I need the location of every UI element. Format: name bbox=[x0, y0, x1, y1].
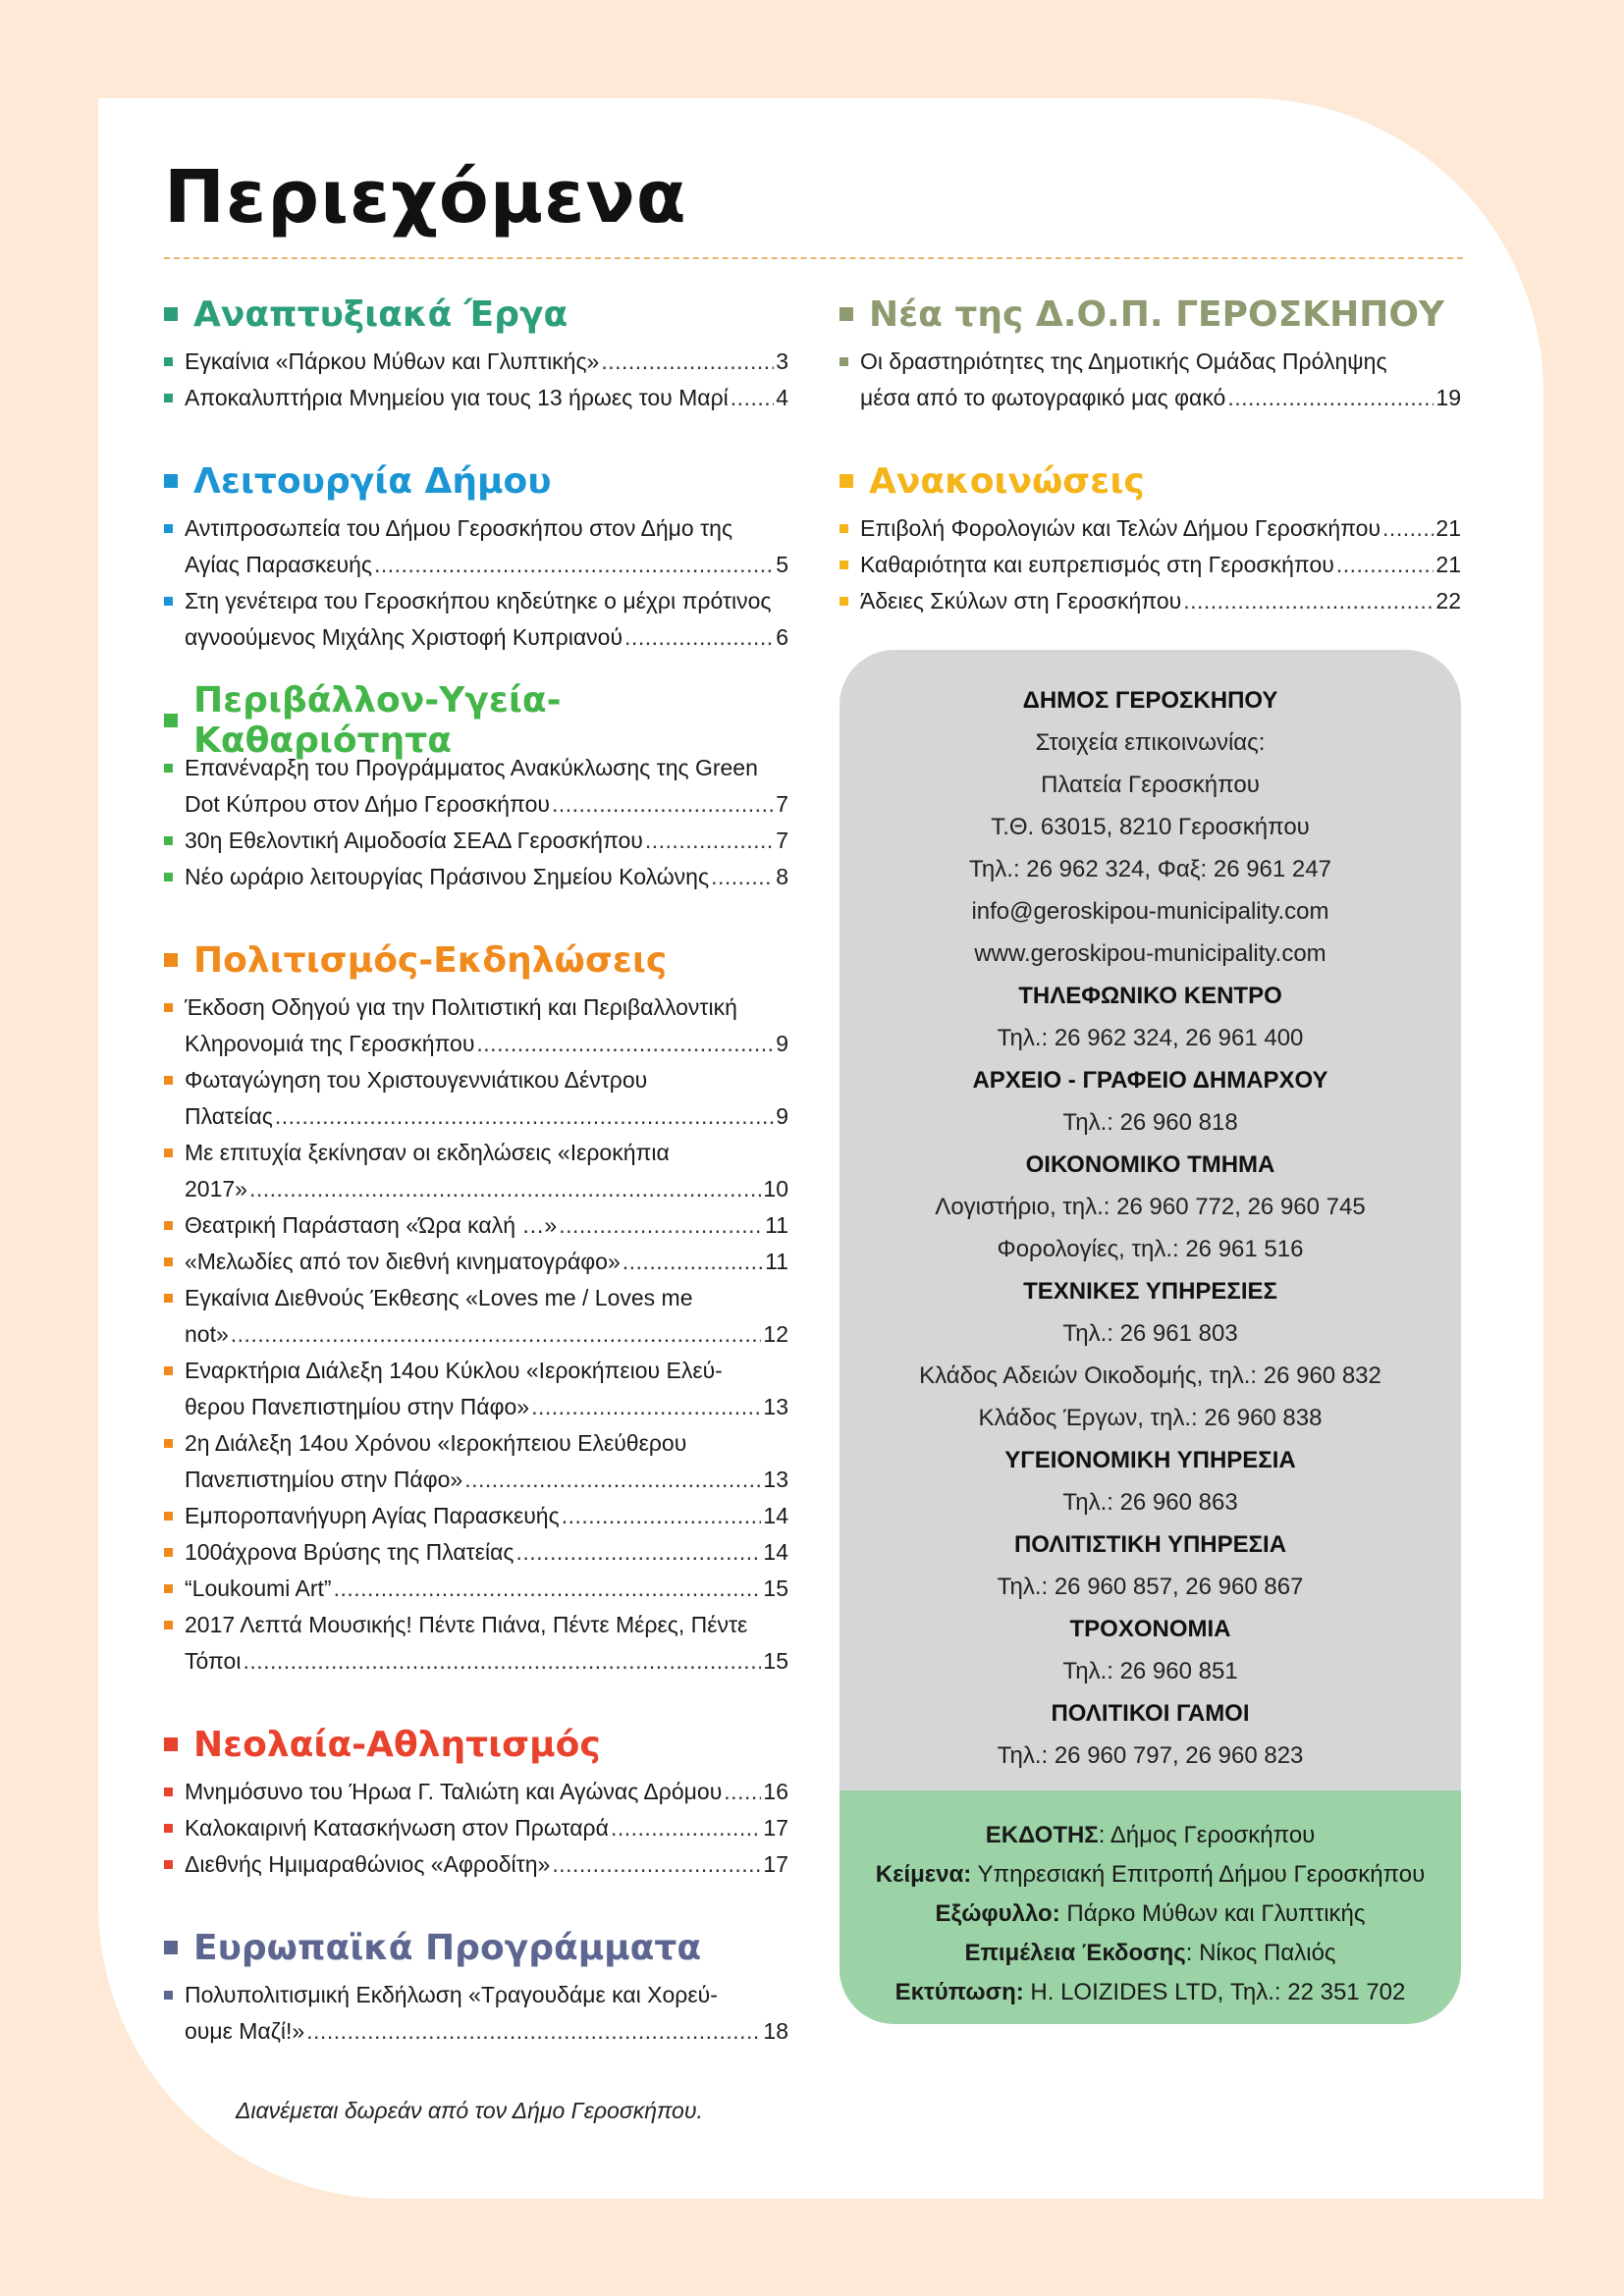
section-title: Ευρωπαϊκά Προγράμματα bbox=[193, 1927, 702, 1968]
entry-square-bullet-icon bbox=[164, 1366, 173, 1375]
section-title: Αναπτυξιακά Έργα bbox=[193, 294, 568, 335]
toc-entry[interactable] bbox=[164, 1810, 788, 1846]
entry-title-line: Φωταγώγηση του Χριστουγεννιάτικου Δέντρου bbox=[185, 1067, 648, 1093]
toc-section bbox=[164, 680, 788, 895]
entry-title-line: 2017 Λεπτά Μουσικής! Πέντε Πιάνα, Πέντε Μέρες, Πέντε bbox=[185, 1612, 748, 1637]
entry-last-line bbox=[185, 859, 788, 895]
toc-entry[interactable] bbox=[164, 859, 788, 895]
toc-entry[interactable] bbox=[164, 1353, 788, 1425]
entry-page-number: 16 bbox=[763, 1779, 788, 1804]
contact-heading: ΠΟΛΙΤΙΣΤΙΚΗ ΥΠΗΡΕΣΙΑ bbox=[1013, 1531, 1287, 1558]
section-square-bullet-icon bbox=[164, 474, 178, 488]
section-heading bbox=[164, 285, 788, 344]
entry-body bbox=[185, 1244, 788, 1280]
section-heading bbox=[839, 285, 1461, 344]
entry-title: Επιβολή Φορολογιών και Τελών Δήμου Γεροσκήπου bbox=[860, 515, 1381, 541]
entry-title-line: Αντιπροσωπεία του Δήμου Γεροσκήπου στον Δήμο της bbox=[185, 515, 733, 541]
entry-title-line: Έκδοση Οδηγού για την Πολιτιστική και Περιβαλλοντική bbox=[185, 994, 737, 1020]
toc-entry[interactable] bbox=[839, 547, 1461, 583]
publisher-separator: : bbox=[1098, 1822, 1106, 1848]
entry-page-number: 14 bbox=[763, 1539, 788, 1565]
entry-page-number: 19 bbox=[1435, 385, 1461, 410]
contact-heading: ΥΓΕΙΟΝΟΜΙΚΗ ΥΠΗΡΕΣΙΑ bbox=[1004, 1447, 1296, 1473]
entry-square-bullet-icon bbox=[164, 1076, 173, 1085]
contact-heading: ΔΗΜΟΣ ΓΕΡΟΣΚΗΠΟΥ bbox=[1022, 687, 1278, 714]
contact-heading: ΤΕΧΝΙΚΕΣ ΥΠΗΡΕΣΙΕΣ bbox=[1023, 1278, 1277, 1305]
dot-leader bbox=[552, 786, 774, 823]
entry-last-line bbox=[860, 547, 1461, 583]
entry-body bbox=[185, 510, 788, 583]
publisher-value: Πάρκο Μύθων και Γλυπτικής bbox=[1059, 1900, 1366, 1927]
dot-leader bbox=[516, 1534, 762, 1571]
entry-body bbox=[185, 1810, 788, 1846]
entry-page-number: 21 bbox=[1435, 552, 1461, 577]
publisher-label: Εξώφυλλο: bbox=[935, 1900, 1060, 1927]
section-square-bullet-icon bbox=[839, 474, 853, 488]
publisher-value: Υπηρεσιακή Επιτροπή Δήμου Γεροσκήπου bbox=[971, 1861, 1426, 1888]
toc-section bbox=[839, 285, 1461, 416]
contact-line: Τηλ.: 26 960 857, 26 960 867 bbox=[997, 1574, 1304, 1600]
dot-leader bbox=[275, 1098, 774, 1135]
entry-last-line bbox=[185, 1389, 788, 1425]
contact-line: Τ.Θ. 63015, 8210 Γεροσκήπου bbox=[991, 814, 1310, 840]
entry-body bbox=[185, 1135, 788, 1207]
contact-line: Τηλ.: 26 960 797, 26 960 823 bbox=[997, 1742, 1304, 1769]
contact-box bbox=[839, 650, 1461, 2024]
entry-body bbox=[185, 380, 788, 416]
entry-title: Καθαριότητα και ευπρεπισμός στη Γεροσκήπου bbox=[860, 552, 1334, 577]
entry-body bbox=[185, 1846, 788, 1883]
entry-square-bullet-icon bbox=[164, 1824, 173, 1833]
entry-body bbox=[185, 1977, 788, 2050]
toc-left-column bbox=[164, 285, 788, 2085]
dot-leader bbox=[306, 2013, 761, 2050]
section-heading bbox=[164, 680, 788, 761]
entry-title-line: Οι δραστηριότητες της Δημοτικής Ομάδας Πρόληψης bbox=[860, 348, 1387, 374]
dot-leader bbox=[374, 547, 774, 583]
entry-square-bullet-icon bbox=[164, 1584, 173, 1593]
entry-body bbox=[185, 1280, 788, 1353]
toc-section bbox=[164, 1918, 788, 2050]
section-square-bullet-icon bbox=[164, 953, 178, 967]
toc-entry[interactable] bbox=[164, 1534, 788, 1571]
entry-square-bullet-icon bbox=[839, 524, 848, 533]
entry-page-number: 9 bbox=[776, 1031, 788, 1056]
dot-leader bbox=[711, 859, 774, 895]
entry-title: Τόποι bbox=[185, 1648, 242, 1674]
entry-square-bullet-icon bbox=[164, 1860, 173, 1869]
entry-page-number: 17 bbox=[763, 1815, 788, 1841]
dot-leader bbox=[624, 619, 774, 656]
entry-page-number: 8 bbox=[776, 864, 788, 889]
dot-leader bbox=[724, 1774, 761, 1810]
contact-line: www.geroskipou-municipality.com bbox=[974, 940, 1326, 967]
toc-entry[interactable] bbox=[164, 1846, 788, 1883]
entry-body bbox=[860, 547, 1461, 583]
entry-last-line bbox=[185, 1498, 788, 1534]
entry-page-number: 13 bbox=[763, 1467, 788, 1492]
entry-body bbox=[185, 750, 788, 823]
publisher-line bbox=[839, 1973, 1461, 2012]
entry-title: Πανεπιστημίου στην Πάφο» bbox=[185, 1467, 463, 1492]
entry-last-line bbox=[185, 1207, 788, 1244]
publisher-label: Επιμέλεια Έκδοσης bbox=[964, 1940, 1186, 1966]
toc-entry[interactable] bbox=[164, 1977, 788, 2050]
entry-page-number: 11 bbox=[765, 1249, 788, 1274]
dot-leader bbox=[231, 1316, 762, 1353]
section-title: Πολιτισμός-Εκδηλώσεις bbox=[193, 939, 668, 981]
entry-page-number: 4 bbox=[776, 385, 788, 410]
entry-square-bullet-icon bbox=[164, 1003, 173, 1012]
entry-body bbox=[185, 1207, 788, 1244]
toc-entry[interactable] bbox=[164, 380, 788, 416]
entry-last-line bbox=[860, 510, 1461, 547]
entry-page-number: 9 bbox=[776, 1103, 788, 1129]
entry-body bbox=[185, 1774, 788, 1810]
dot-leader bbox=[731, 380, 774, 416]
toc-entry[interactable] bbox=[164, 344, 788, 380]
entry-last-line bbox=[185, 1846, 788, 1883]
entry-title: Καλοκαιρινή Κατασκήνωση στον Πρωταρά bbox=[185, 1815, 609, 1841]
toc-entry[interactable] bbox=[164, 1607, 788, 1680]
section-title: Νεολαία-Αθλητισμός bbox=[193, 1724, 601, 1765]
toc-entry[interactable] bbox=[164, 1425, 788, 1498]
entry-title: not» bbox=[185, 1321, 229, 1347]
entry-page-number: 18 bbox=[763, 2018, 788, 2044]
dot-leader bbox=[601, 344, 774, 380]
entry-page-number: 15 bbox=[763, 1648, 788, 1674]
entry-title-line: Εγκαίνια Διεθνούς Έκθεσης «Loves me / Loves me bbox=[185, 1285, 693, 1310]
entry-title: Άδειες Σκύλων στη Γεροσκήπου bbox=[860, 588, 1182, 614]
entry-last-line bbox=[185, 380, 788, 416]
entry-title: Πλατείας bbox=[185, 1103, 273, 1129]
entry-square-bullet-icon bbox=[164, 357, 173, 366]
contact-line: Κλάδος Έργων, τηλ.: 26 960 838 bbox=[978, 1405, 1323, 1431]
entry-square-bullet-icon bbox=[164, 1148, 173, 1157]
entry-title: ουμε Μαζί!» bbox=[185, 2018, 305, 2044]
entry-body bbox=[185, 1534, 788, 1571]
section-square-bullet-icon bbox=[164, 714, 178, 727]
contact-line: info@geroskipou-municipality.com bbox=[971, 898, 1329, 925]
toc-section bbox=[164, 285, 788, 416]
contact-line: Τηλ.: 26 962 324, Φαξ: 26 961 247 bbox=[969, 856, 1331, 882]
contact-heading: ΠΟΛΙΤΙΚΟΙ ΓΑΜΟΙ bbox=[1051, 1700, 1250, 1727]
entry-square-bullet-icon bbox=[839, 561, 848, 569]
entry-last-line bbox=[185, 1810, 788, 1846]
dot-leader bbox=[476, 1026, 774, 1062]
contact-line: Τηλ.: 26 961 803 bbox=[1062, 1320, 1238, 1347]
entry-title: 2017» bbox=[185, 1176, 247, 1201]
entry-square-bullet-icon bbox=[164, 836, 173, 845]
entry-body bbox=[860, 344, 1461, 416]
entry-square-bullet-icon bbox=[164, 1788, 173, 1796]
entry-body bbox=[185, 344, 788, 380]
contact-line: Τηλ.: 26 960 863 bbox=[1062, 1489, 1238, 1516]
entry-title: Θεατρική Παράσταση «Ώρα καλή …» bbox=[185, 1212, 558, 1238]
entry-square-bullet-icon bbox=[164, 1439, 173, 1448]
entry-page-number: 7 bbox=[776, 791, 788, 817]
section-heading bbox=[164, 1715, 788, 1774]
entry-last-line bbox=[185, 1171, 788, 1207]
entry-square-bullet-icon bbox=[839, 357, 848, 366]
dot-leader bbox=[1227, 380, 1434, 416]
publisher-line bbox=[839, 1934, 1461, 1973]
entry-title: Μνημόσυνο του Ήρωα Γ. Ταλιώτη και Αγώνας Δρόμου bbox=[185, 1779, 723, 1804]
section-square-bullet-icon bbox=[164, 307, 178, 321]
entry-body bbox=[185, 1498, 788, 1534]
entry-title: μέσα από το φωτογραφικό μας φακό bbox=[860, 385, 1226, 410]
dot-leader bbox=[243, 1643, 761, 1680]
contact-heading: ΟΙΚΟΝΟΜΙΚΟ ΤΜΗΜΑ bbox=[1025, 1151, 1275, 1178]
entry-last-line bbox=[185, 1571, 788, 1607]
entry-body bbox=[860, 583, 1461, 619]
entry-square-bullet-icon bbox=[164, 1512, 173, 1521]
dot-leader bbox=[334, 1571, 762, 1607]
entry-last-line bbox=[185, 1643, 788, 1680]
toc-section bbox=[839, 452, 1461, 619]
entry-title: 100άχρονα Βρύσης της Πλατείας bbox=[185, 1539, 514, 1565]
section-title: Λειτουργία Δήμου bbox=[193, 460, 552, 502]
entry-title: 30η Εθελοντική Αιμοδοσία ΣΕΑΔ Γεροσκήπου bbox=[185, 828, 643, 853]
publisher-label: Εκτύπωση: bbox=[894, 1979, 1024, 2005]
entry-title: Αγίας Παρασκευής bbox=[185, 552, 372, 577]
entry-page-number: 5 bbox=[776, 552, 788, 577]
dot-leader bbox=[623, 1244, 763, 1280]
entry-last-line bbox=[185, 1774, 788, 1810]
section-title: Περιβάλλον-Υγεία-Καθαριότητα bbox=[193, 680, 562, 761]
toc-entry[interactable] bbox=[164, 583, 788, 656]
entry-title: Αποκαλυπτήρια Μνημείου για τους 13 ήρωες του Μαρί bbox=[185, 385, 729, 410]
entry-last-line bbox=[185, 1244, 788, 1280]
section-heading bbox=[164, 1918, 788, 1977]
toc-entry[interactable] bbox=[839, 344, 1461, 416]
entry-square-bullet-icon bbox=[164, 524, 173, 533]
section-square-bullet-icon bbox=[164, 1737, 178, 1751]
publisher-box bbox=[839, 1790, 1461, 2024]
entry-last-line bbox=[185, 1534, 788, 1571]
toc-entry[interactable] bbox=[164, 823, 788, 859]
publisher-line bbox=[839, 1855, 1461, 1895]
contact-line: Στοιχεία επικοινωνίας: bbox=[1035, 729, 1266, 756]
title-divider bbox=[164, 257, 1463, 259]
entry-title-line: Στη γενέτειρα του Γεροσκήπου κηδεύτηκε ο μέχρι πρότινος bbox=[185, 588, 772, 614]
section-heading bbox=[839, 452, 1461, 510]
entry-title: Νέο ωράριο λειτουργίας Πράσινου Σημείου Κολώνης bbox=[185, 864, 710, 889]
toc-section bbox=[164, 931, 788, 1680]
toc-entry[interactable] bbox=[164, 1571, 788, 1607]
toc-entry[interactable] bbox=[164, 1062, 788, 1135]
entry-square-bullet-icon bbox=[164, 764, 173, 773]
contact-heading: ΑΡΧΕΙΟ - ΓΡΑΦΕΙΟ ΔΗΜΑΡΧΟΥ bbox=[972, 1067, 1328, 1094]
publisher-value: Νίκος Παλιός bbox=[1192, 1940, 1336, 1966]
toc-entry[interactable] bbox=[164, 1280, 788, 1353]
entry-page-number: 14 bbox=[763, 1503, 788, 1528]
entry-page-number: 22 bbox=[1435, 588, 1461, 614]
entry-page-number: 13 bbox=[763, 1394, 788, 1419]
entry-page-number: 11 bbox=[765, 1212, 788, 1238]
entry-last-line bbox=[185, 1462, 788, 1498]
entry-page-number: 15 bbox=[763, 1575, 788, 1601]
toc-entry[interactable] bbox=[164, 510, 788, 583]
toc-entry[interactable] bbox=[164, 989, 788, 1062]
dot-leader bbox=[552, 1846, 761, 1883]
publisher-value: Δήμος Γεροσκήπου bbox=[1105, 1822, 1316, 1848]
publisher-separator: : bbox=[1185, 1940, 1193, 1966]
entry-body bbox=[185, 823, 788, 859]
toc-entry[interactable] bbox=[839, 583, 1461, 619]
publisher-line bbox=[839, 1816, 1461, 1855]
publisher-line bbox=[839, 1895, 1461, 1934]
contact-line: Πλατεία Γεροσκήπου bbox=[1041, 772, 1260, 798]
toc-entry[interactable] bbox=[164, 1207, 788, 1244]
entry-title-line: Πολυπολιτισμική Εκδήλωση «Τραγουδάμε και Χορεύ- bbox=[185, 1982, 718, 2007]
entry-title: αγνοούμενος Μιχάλης Χριστοφή Κυπριανού bbox=[185, 624, 623, 650]
entry-square-bullet-icon bbox=[164, 873, 173, 881]
entry-page-number: 3 bbox=[776, 348, 788, 374]
entry-title: Κληρονομιά της Γεροσκήπου bbox=[185, 1031, 475, 1056]
contact-list bbox=[839, 650, 1461, 1777]
entry-last-line bbox=[185, 619, 788, 656]
entry-page-number: 17 bbox=[763, 1851, 788, 1877]
contact-line: Φορολογίες, τηλ.: 26 961 516 bbox=[997, 1236, 1304, 1262]
entry-title: θερου Πανεπιστημίου στην Πάφο» bbox=[185, 1394, 530, 1419]
dot-leader bbox=[645, 823, 774, 859]
entry-body bbox=[185, 1571, 788, 1607]
toc-section bbox=[164, 452, 788, 656]
entry-square-bullet-icon bbox=[164, 1621, 173, 1629]
entry-body bbox=[860, 510, 1461, 547]
dot-leader bbox=[249, 1171, 761, 1207]
entry-title-line: Με επιτυχία ξεκίνησαν οι εκδηλώσεις «Ιεροκήπια bbox=[185, 1140, 670, 1165]
entry-last-line bbox=[185, 2013, 788, 2050]
section-title: Νέα της Δ.Ο.Π. ΓΕΡΟΣΚΗΠΟΥ bbox=[869, 294, 1445, 335]
contact-line: Κλάδος Αδειών Οικοδομής, τηλ.: 26 960 832 bbox=[919, 1362, 1381, 1389]
entry-page-number: 6 bbox=[776, 624, 788, 650]
toc-section bbox=[164, 1715, 788, 1883]
section-square-bullet-icon bbox=[839, 307, 853, 321]
entry-body bbox=[185, 989, 788, 1062]
dot-leader bbox=[559, 1207, 763, 1244]
dot-leader bbox=[464, 1462, 761, 1498]
toc-right-column bbox=[839, 285, 1461, 655]
contact-line: Τηλ.: 26 960 851 bbox=[1062, 1658, 1238, 1684]
contact-line: Τηλ.: 26 960 818 bbox=[1062, 1109, 1238, 1136]
entry-body bbox=[185, 583, 788, 656]
entry-body bbox=[185, 1425, 788, 1498]
footer-note: Διανέμεται δωρεάν από τον Δήμο Γεροσκήπου. bbox=[236, 2098, 703, 2123]
entry-last-line bbox=[185, 547, 788, 583]
entry-last-line bbox=[185, 823, 788, 859]
dot-leader bbox=[1382, 510, 1434, 547]
entry-page-number: 10 bbox=[763, 1176, 788, 1201]
entry-square-bullet-icon bbox=[164, 1991, 173, 2000]
entry-square-bullet-icon bbox=[164, 1548, 173, 1557]
entry-body bbox=[185, 1353, 788, 1425]
entry-title: “Loukoumi Art” bbox=[185, 1575, 332, 1601]
entry-title-line: Εναρκτήρια Διάλεξη 14ου Κύκλου «Ιεροκήπειου Ελεύ- bbox=[185, 1358, 723, 1383]
entry-square-bullet-icon bbox=[164, 394, 173, 402]
publisher-label: Κείμενα: bbox=[875, 1861, 972, 1888]
entry-body bbox=[185, 859, 788, 895]
entry-title-line: 2η Διάλεξη 14ου Χρόνου «Ιεροκήπειου Ελεύθερου bbox=[185, 1430, 687, 1456]
entry-page-number: 7 bbox=[776, 828, 788, 853]
dot-leader bbox=[611, 1810, 761, 1846]
toc-entry[interactable] bbox=[164, 1244, 788, 1280]
toc-entry[interactable] bbox=[164, 1774, 788, 1810]
dot-leader bbox=[562, 1498, 762, 1534]
page-title: Περιεχόμενα bbox=[164, 155, 687, 240]
dot-leader bbox=[1336, 547, 1435, 583]
section-title: Ανακοινώσεις bbox=[869, 460, 1145, 502]
entry-last-line bbox=[185, 1026, 788, 1062]
entry-body bbox=[185, 1607, 788, 1680]
entry-square-bullet-icon bbox=[164, 1221, 173, 1230]
toc-entry[interactable] bbox=[164, 1135, 788, 1207]
section-square-bullet-icon bbox=[164, 1941, 178, 1954]
entry-last-line bbox=[185, 1098, 788, 1135]
entry-title: Εμποροπανήγυρη Αγίας Παρασκευής bbox=[185, 1503, 560, 1528]
entry-title: Διεθνής Ημιμαραθώνιος «Αφροδίτη» bbox=[185, 1851, 551, 1877]
entry-last-line bbox=[185, 344, 788, 380]
section-heading bbox=[164, 931, 788, 989]
entry-last-line bbox=[860, 380, 1461, 416]
entry-title: «Μελωδίες από τον διεθνή κινηματογράφο» bbox=[185, 1249, 621, 1274]
publisher-label: ΕΚΔΟΤΗΣ bbox=[985, 1822, 1099, 1848]
toc-entry[interactable] bbox=[839, 510, 1461, 547]
entry-square-bullet-icon bbox=[164, 1257, 173, 1266]
entry-title: Εγκαίνια «Πάρκου Μύθων και Γλυπτικής» bbox=[185, 348, 600, 374]
dot-leader bbox=[1183, 583, 1434, 619]
toc-entry[interactable] bbox=[164, 750, 788, 823]
entry-square-bullet-icon bbox=[164, 1294, 173, 1303]
entry-page-number: 21 bbox=[1435, 515, 1461, 541]
toc-entry[interactable] bbox=[164, 1498, 788, 1534]
entry-last-line bbox=[185, 1316, 788, 1353]
entry-last-line bbox=[185, 786, 788, 823]
entry-title: Dot Κύπρου στον Δήμο Γεροσκήπου bbox=[185, 791, 550, 817]
section-heading bbox=[164, 452, 788, 510]
dot-leader bbox=[531, 1389, 761, 1425]
publisher-value: H. LOIZIDES LTD, Τηλ.: 22 351 702 bbox=[1023, 1979, 1406, 2005]
contact-line: Τηλ.: 26 962 324, 26 961 400 bbox=[997, 1025, 1304, 1051]
entry-body bbox=[185, 1062, 788, 1135]
entry-page-number: 12 bbox=[763, 1321, 788, 1347]
entry-title-line: Επανέναρξη του Προγράμματος Ανακύκλωσης της Green bbox=[185, 755, 758, 780]
contact-heading: ΤΗΛΕΦΩΝΙΚΟ ΚΕΝΤΡΟ bbox=[1018, 983, 1282, 1009]
contact-heading: ΤΡΟΧΟΝΟΜΙΑ bbox=[1069, 1616, 1231, 1642]
entry-square-bullet-icon bbox=[839, 597, 848, 606]
entry-last-line bbox=[860, 583, 1461, 619]
contact-line: Λογιστήριο, τηλ.: 26 960 772, 26 960 745 bbox=[935, 1194, 1366, 1220]
entry-square-bullet-icon bbox=[164, 597, 173, 606]
